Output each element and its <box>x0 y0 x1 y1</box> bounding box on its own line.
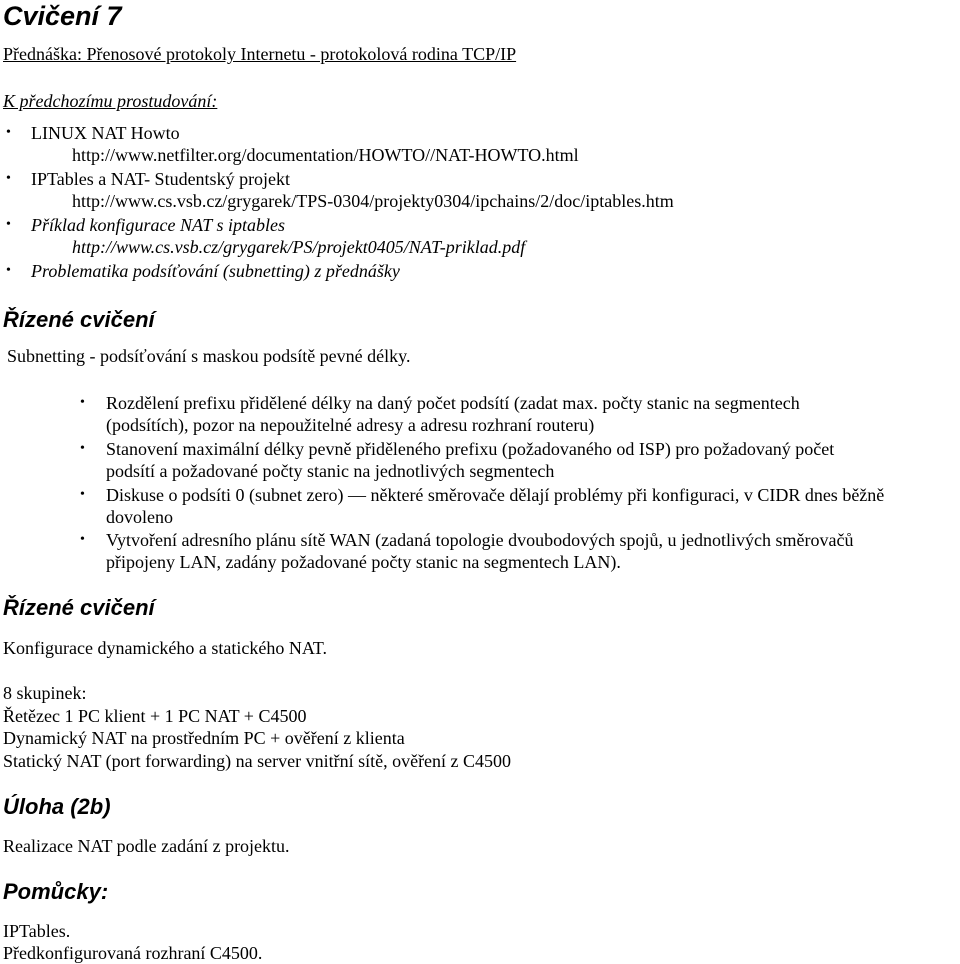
list-item: dovoleno <box>106 507 173 527</box>
prior-item-title[interactable]: Příklad konfigurace NAT s iptables <box>31 215 285 235</box>
prior-study-link[interactable]: K předchozímu prostudování: <box>3 91 218 111</box>
tools-line: Předkonfigurovaná rozhraní C4500. <box>3 943 263 963</box>
bullet-icon: • <box>80 487 85 502</box>
prior-item-url[interactable]: http://www.cs.vsb.cz/grygarek/TPS-0304/projekty0304/ipchains/2/doc/iptables.htm <box>72 191 674 211</box>
list-item: podsítí a požadované počty stanic na jednotlivých segmentech <box>106 461 555 481</box>
bullet-icon: • <box>80 395 85 410</box>
prior-item-title[interactable]: IPTables a NAT- Studentský projekt <box>31 169 291 189</box>
task-text: Realizace NAT podle zadání z projektu. <box>3 836 290 856</box>
bullet-icon: • <box>6 171 11 186</box>
lecture-link[interactable]: Přednáška: Přenosové protokoly Internetu - protokolová rodina TCP/IP <box>3 44 517 64</box>
text-line: Statický NAT (port forwarding) na server vnitřní sítě, ověření z C4500 <box>3 751 512 771</box>
tools-heading: Pomůcky: <box>3 879 109 904</box>
section-intro: Konfigurace dynamického a statického NAT. <box>3 638 328 658</box>
list-item: (podsítích), pozor na nepoužitelné adresy a adresu rozhraní routeru) <box>106 415 595 435</box>
prior-item-url[interactable]: http://www.cs.vsb.cz/grygarek/PS/projekt0405/NAT-priklad.pdf <box>72 237 526 257</box>
bullet-icon: • <box>80 441 85 456</box>
section-intro: Subnetting - podsíťování s maskou podsítě pevné délky. <box>7 346 411 366</box>
list-item: Rozdělení prefixu přidělené délky na daný počet podsítí (zadat max. počty stanic na segmentech <box>106 393 800 413</box>
prior-item-title[interactable]: LINUX NAT Howto <box>31 123 180 143</box>
task-heading: Úloha (2b) <box>3 794 111 819</box>
bullet-icon: • <box>6 263 11 278</box>
text-line: Dynamický NAT na prostředním PC + ověření z klienta <box>3 728 405 748</box>
section-heading: Řízené cvičení <box>3 307 155 332</box>
list-item: Stanovení maximální délky pevně přiděleného prefixu (požadovaného od ISP) pro požadovaný počet <box>106 439 835 459</box>
bullet-icon: • <box>6 125 11 140</box>
groups-label: 8 skupinek: <box>3 683 87 703</box>
page-title: Cvičení 7 <box>3 1 122 31</box>
text-line: Řetězec 1 PC klient + 1 PC NAT + C4500 <box>3 706 307 726</box>
prior-item-title[interactable]: Problematika podsíťování (subnetting) z přednášky <box>31 261 400 281</box>
list-item: Vytvoření adresního plánu sítě WAN (zadaná topologie dvoubodových spojů, u jednotlivých směrovačů <box>106 530 854 550</box>
bullet-icon: • <box>80 532 85 547</box>
prior-item-url[interactable]: http://www.netfilter.org/documentation/HOWTO//NAT-HOWTO.html <box>72 145 579 165</box>
bullet-icon: • <box>6 217 11 232</box>
list-item: Diskuse o podsíti 0 (subnet zero) — některé směrovače dělají problémy při konfiguraci, v CIDR dnes běžně <box>106 485 885 505</box>
section-heading: Řízené cvičení <box>3 595 155 620</box>
list-item: připojeny LAN, zadány požadované počty stanic na segmentech LAN). <box>106 552 621 572</box>
tools-line: IPTables. <box>3 921 71 941</box>
